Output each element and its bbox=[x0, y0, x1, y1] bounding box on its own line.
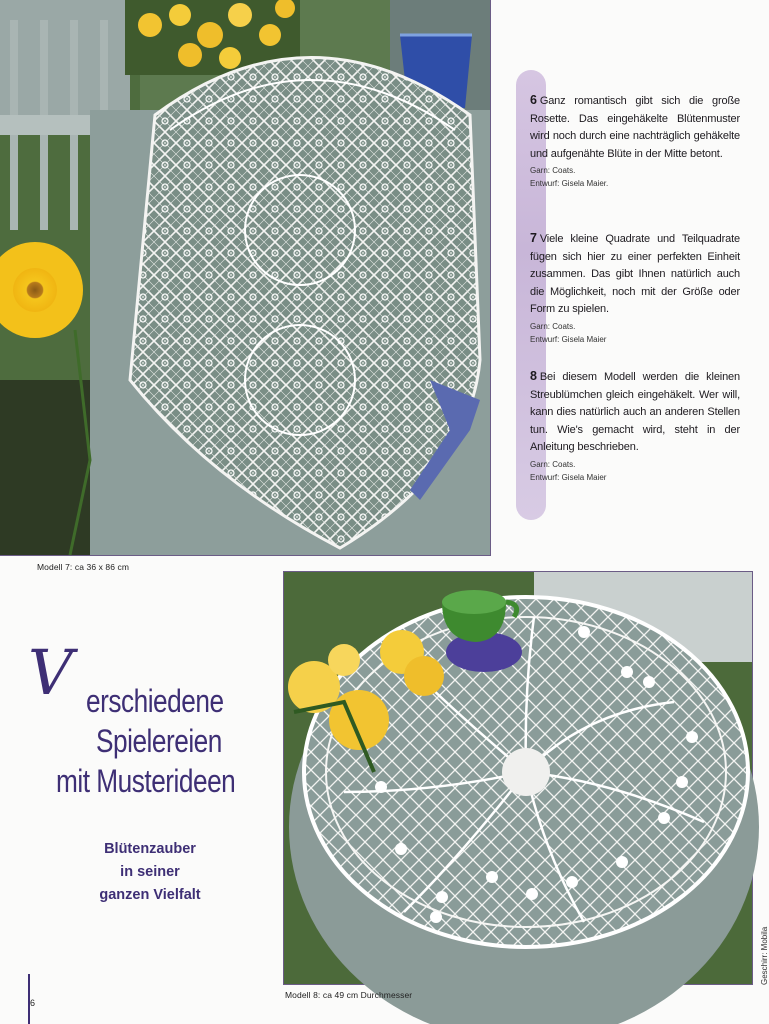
doily-photo-illustration bbox=[284, 572, 752, 984]
entry-8-design: Entwurf: Gisela Maier bbox=[530, 472, 607, 482]
subheadline-line-1: Blütenzauber bbox=[104, 841, 196, 857]
caption-model-7: Modell 7: ca 36 x 86 cm bbox=[37, 562, 130, 572]
entry-6-number: 6 bbox=[530, 93, 537, 107]
entry-8 bbox=[530, 368, 740, 483]
caption-model-8: Modell 8: ca 49 cm Durchmesser bbox=[285, 990, 413, 1000]
entry-7-yarn: Garn: Coats. bbox=[530, 321, 576, 331]
subheadline bbox=[70, 838, 230, 907]
entry-8-number: 8 bbox=[530, 369, 537, 383]
entry-7-design: Entwurf: Gisela Maier bbox=[530, 334, 607, 344]
entry-7-text bbox=[530, 230, 740, 319]
entry-7-body: Viele kleine Quadrate und Teilquadrate fügen sich hier zu einer perfekten Einheit zusammen. Das gibt Ihnen natürlich auch die Möglichkeit, noch mit der Größe oder Form zu spielen. bbox=[530, 233, 740, 315]
tableware-credit: Geschirr: Mobila bbox=[760, 926, 769, 985]
subheadline-line-3: ganzen Vielfalt bbox=[99, 887, 201, 903]
subheadline-line-2: in seiner bbox=[120, 864, 180, 880]
entry-6-design: Entwurf: Gisela Maier. bbox=[530, 179, 609, 188]
entry-6 bbox=[530, 92, 740, 189]
entry-8-text bbox=[530, 368, 740, 457]
entry-7 bbox=[530, 230, 740, 345]
headline-initial: V bbox=[28, 636, 73, 709]
headline-line-3: mit Musterideen bbox=[56, 763, 236, 799]
doily-photo bbox=[284, 572, 752, 984]
entry-8-yarn: Garn: Coats. bbox=[530, 459, 576, 469]
headline-line-2: Spielereien bbox=[96, 723, 222, 759]
headline-line-1: erschiedene bbox=[86, 683, 224, 719]
entry-6-text bbox=[530, 92, 740, 163]
page-number: 6 bbox=[30, 998, 36, 1008]
entry-8-body: Bei diesem Modell werden die kleinen Streublümchen gleich eingehäkelt. Wer will, kann dies natürlich auch an anderen Stellen tun. Wie's gemacht wird, steht in der Anleitung beschrieben. bbox=[530, 371, 740, 453]
entry-7-number: 7 bbox=[530, 231, 537, 245]
entry-6-body: Ganz romantisch gibt sich die große Rosette. Das eingehäkelte Blütenmuster wird noch durch eine nachträglich gehäkelte und aufgenähte Blüte in der Mitte betont. bbox=[530, 95, 740, 160]
entry-6-yarn: Garn: Coats. bbox=[530, 166, 576, 175]
runner-photo bbox=[0, 0, 490, 555]
runner-photo-illustration bbox=[0, 0, 490, 555]
